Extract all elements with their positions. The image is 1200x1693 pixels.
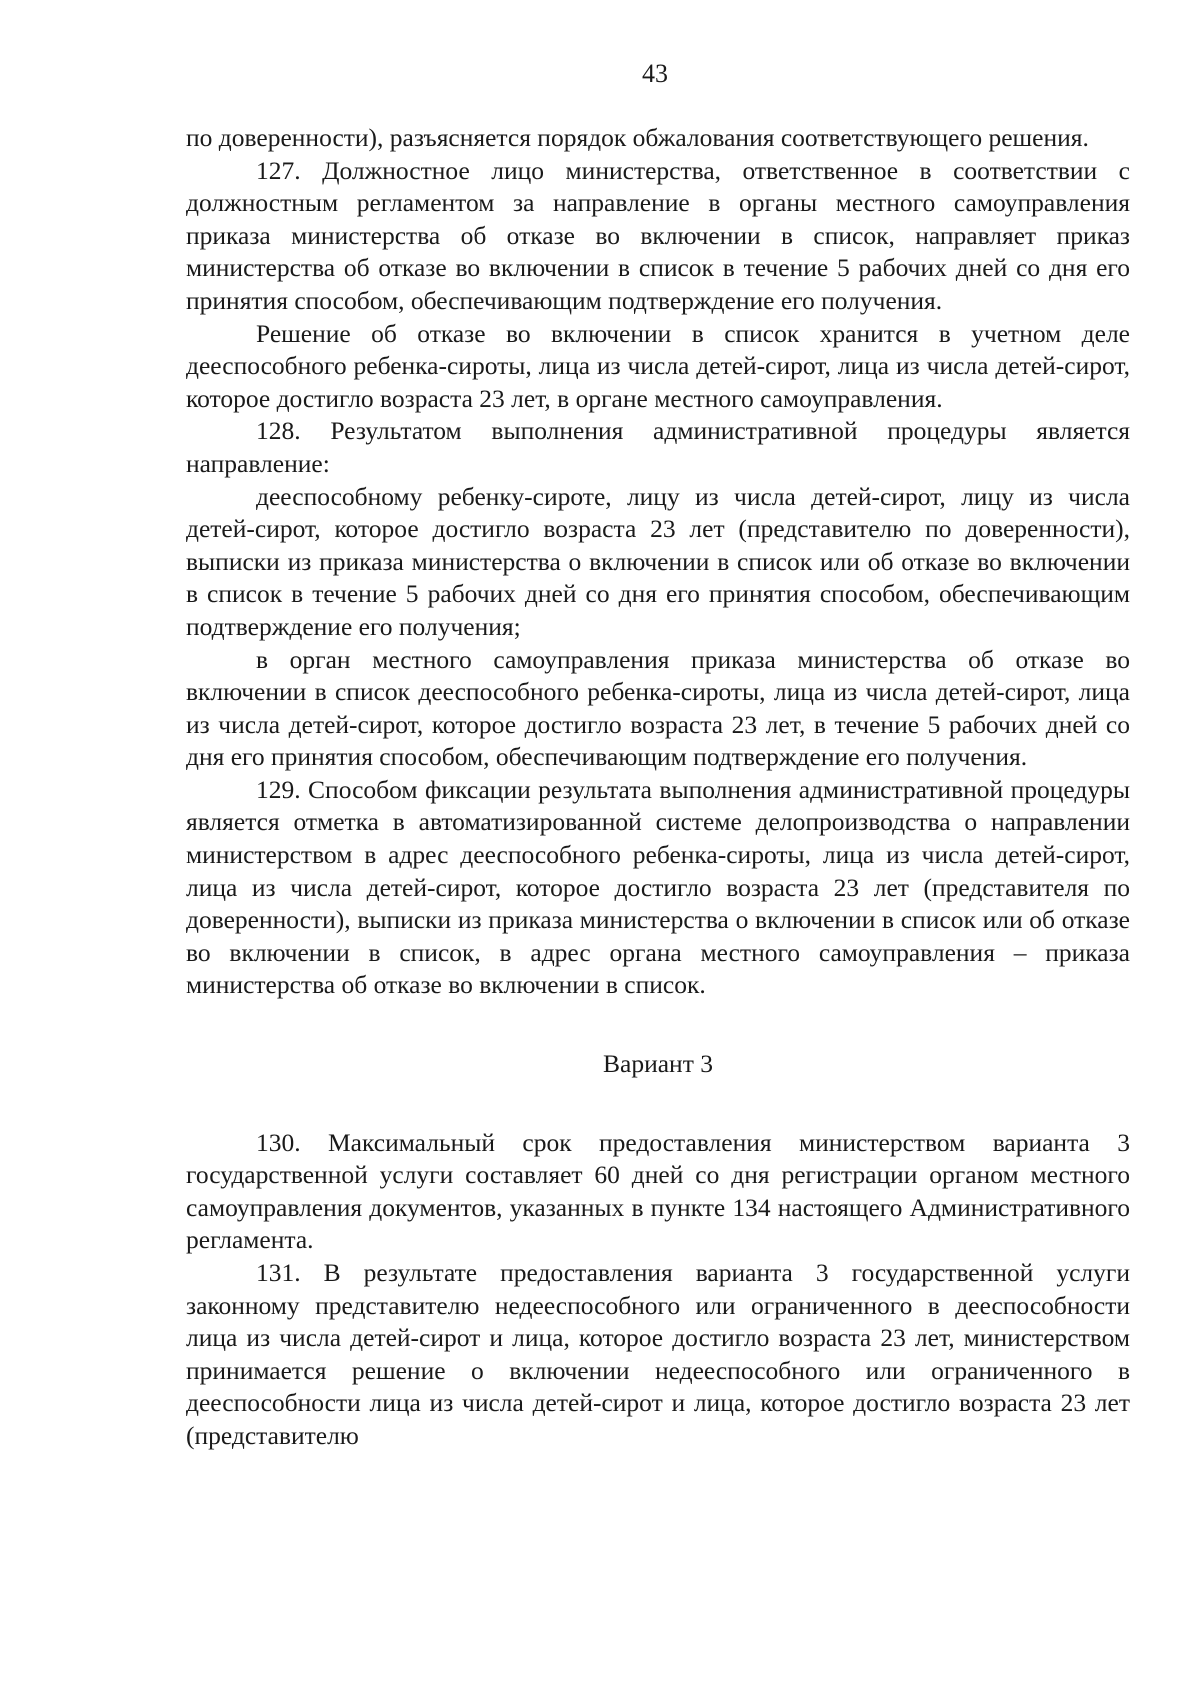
paragraph-131: 131. В результате предоставления варианта 3 государственной услуги законному представителю недееспособного или ограниченного в дееспособности лица из числа детей-сирот и лица, которое достигло возраста 23 лет, министерством принимается решение о включении недееспособного или ограниченного в дееспособности лица из числа детей-сирот и лица, которое достигло возраста 23 лет (представителю — [186, 1258, 1130, 1450]
paragraph-130: 130. Максимальный срок предоставления министерством варианта 3 государственной услуги составляет 60 дней со дня регистрации органом местного самоуправления документов, указанных в пункте 134 настоящего Административного регламента. — [186, 1127, 1130, 1255]
paragraph-129: 129. Способом фиксации результата выполнения административной процедуры является отметка в автоматизированной системе делопроизводства о направлении министерством в адрес дееспособного ребенка-сироты, лица из числа детей-сирот, лица из числа детей-сирот, которое достигло возраста 23 лет (представителя по доверенности), выписки из приказа министерства о включении в список или об отказе во включении в список, в адрес органа местного самоуправления – приказа министерства об отказе во включении в список. — [186, 774, 1130, 1000]
paragraph-refusal-storage: Решение об отказе во включении в список хранится в учетном деле дееспособного ребенка-сироты, лица из числа детей-сирот, лица из числа детей-сирот, которое достигло возраста 23 лет, в органе местного самоуправления. — [186, 318, 1130, 413]
paragraph-continuation: по доверенности), разъясняется порядок обжалования соответствующего решения. — [186, 123, 1089, 152]
paragraph-128-item-2: в орган местного самоуправления приказа министерства об отказе во включении в список дееспособного ребенка-сироты, лица из числа детей-сирот, лица из числа детей-сирот, которое достигло возраста 23 лет, в течение 5 рабочих дней со дня его принятия способом, обеспечивающим подтверждение его получения. — [186, 644, 1130, 772]
section-heading: Вариант 3 — [603, 1049, 713, 1079]
paragraph-128-item-1: дееспособному ребенку-сироте, лицу из числа детей-сирот, лицу из числа детей-сирот, которое достигло возраста 23 лет (представителю по доверенности), выписки из приказа министерства о включении в список или об отказе во включении в список в течение 5 рабочих дней со дня его принятия способом, обеспечивающим подтверждение его получения; — [186, 481, 1130, 641]
paragraph-127: 127. Должностное лицо министерства, ответственное в соответствии с должностным регламентом за направление в органы местного самоуправления приказа министерства об отказе во включении в список, направляет приказ министерства об отказе во включении в список в течение 5 рабочих дней со дня его принятия способом, обеспечивающим подтверждение его получения. — [186, 155, 1130, 315]
document-body — [186, 122, 1130, 1453]
paragraph-128: 128. Результатом выполнения административной процедуры является направление: — [186, 416, 1130, 478]
page-number: 43 — [642, 59, 668, 88]
